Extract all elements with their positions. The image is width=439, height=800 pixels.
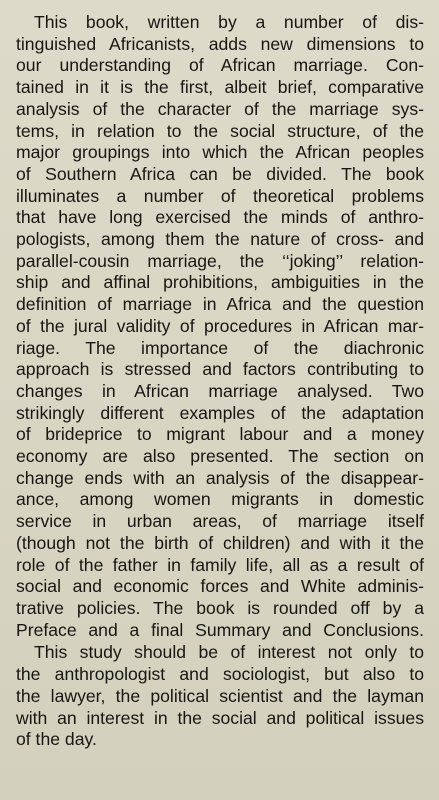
paragraph-1: [16, 12, 424, 641]
text-line: trative policies. The book is rounded off by a: [16, 597, 424, 618]
text-line: of the jural validity of procedures in African mar-: [16, 315, 424, 336]
text-line: that have long exercised the minds of anthro-: [16, 207, 424, 228]
text-line: tems, in relation to the social structure, of the: [16, 120, 424, 141]
text-line: service in urban areas, of marriage itself: [16, 511, 424, 532]
text-line: parallel-cousin marriage, the ‘‘joking’’ relation-: [16, 250, 424, 271]
text-line: definition of marriage in Africa and the question: [16, 294, 424, 315]
text-line: economy are also presented. The section on: [16, 446, 424, 467]
paragraph-2: [16, 642, 424, 751]
text-line: ance, among women migrants in domestic: [16, 489, 424, 510]
text-line: approach is stressed and factors contributing to: [16, 359, 424, 380]
text-line: with an interest in the social and political issues: [16, 707, 424, 728]
text-line: tained in it is the first, albeit brief, comparative: [16, 77, 424, 98]
text-line: major groupings into which the African peoples: [16, 142, 424, 163]
text-line: changes in African marriage analysed. Two: [16, 380, 424, 401]
text-line: tinguished Africanists, adds new dimensions to: [16, 33, 424, 54]
text-line: pologists, among them the nature of cross- and: [16, 229, 424, 250]
text-line: ship and affinal prohibitions, ambiguities in the: [16, 272, 424, 293]
blurb-text: [16, 12, 424, 751]
text-line: (though not the birth of children) and with it the: [16, 532, 424, 553]
text-line: strikingly different examples of the adaptation: [16, 402, 424, 423]
text-line: social and economic forces and White adminis-: [16, 576, 424, 597]
text-line: change ends with an analysis of the disappear-: [16, 467, 424, 488]
text-line: of the day.: [16, 729, 97, 750]
text-line: role of the father in family life, all as a result of: [16, 554, 424, 575]
text-line: the anthropologist and sociologist, but also to: [16, 664, 424, 685]
text-line: of Southern Africa can be divided. The book: [16, 163, 424, 184]
text-line: our understanding of African marriage. Con-: [16, 55, 424, 76]
text-line: Preface and a final Summary and Conclusions.: [16, 619, 424, 640]
text-line: of brideprice to migrant labour and a money: [16, 424, 424, 445]
text-line: This study should be of interest not only to: [34, 642, 424, 663]
text-line: illuminates a number of theoretical problems: [16, 185, 424, 206]
text-line: the lawyer, the political scientist and the layman: [16, 685, 424, 706]
text-line: This book, written by a number of dis-: [34, 12, 424, 32]
text-line: riage. The importance of the diachronic: [16, 337, 424, 358]
text-line: analysis of the character of the marriage sys-: [16, 98, 424, 119]
